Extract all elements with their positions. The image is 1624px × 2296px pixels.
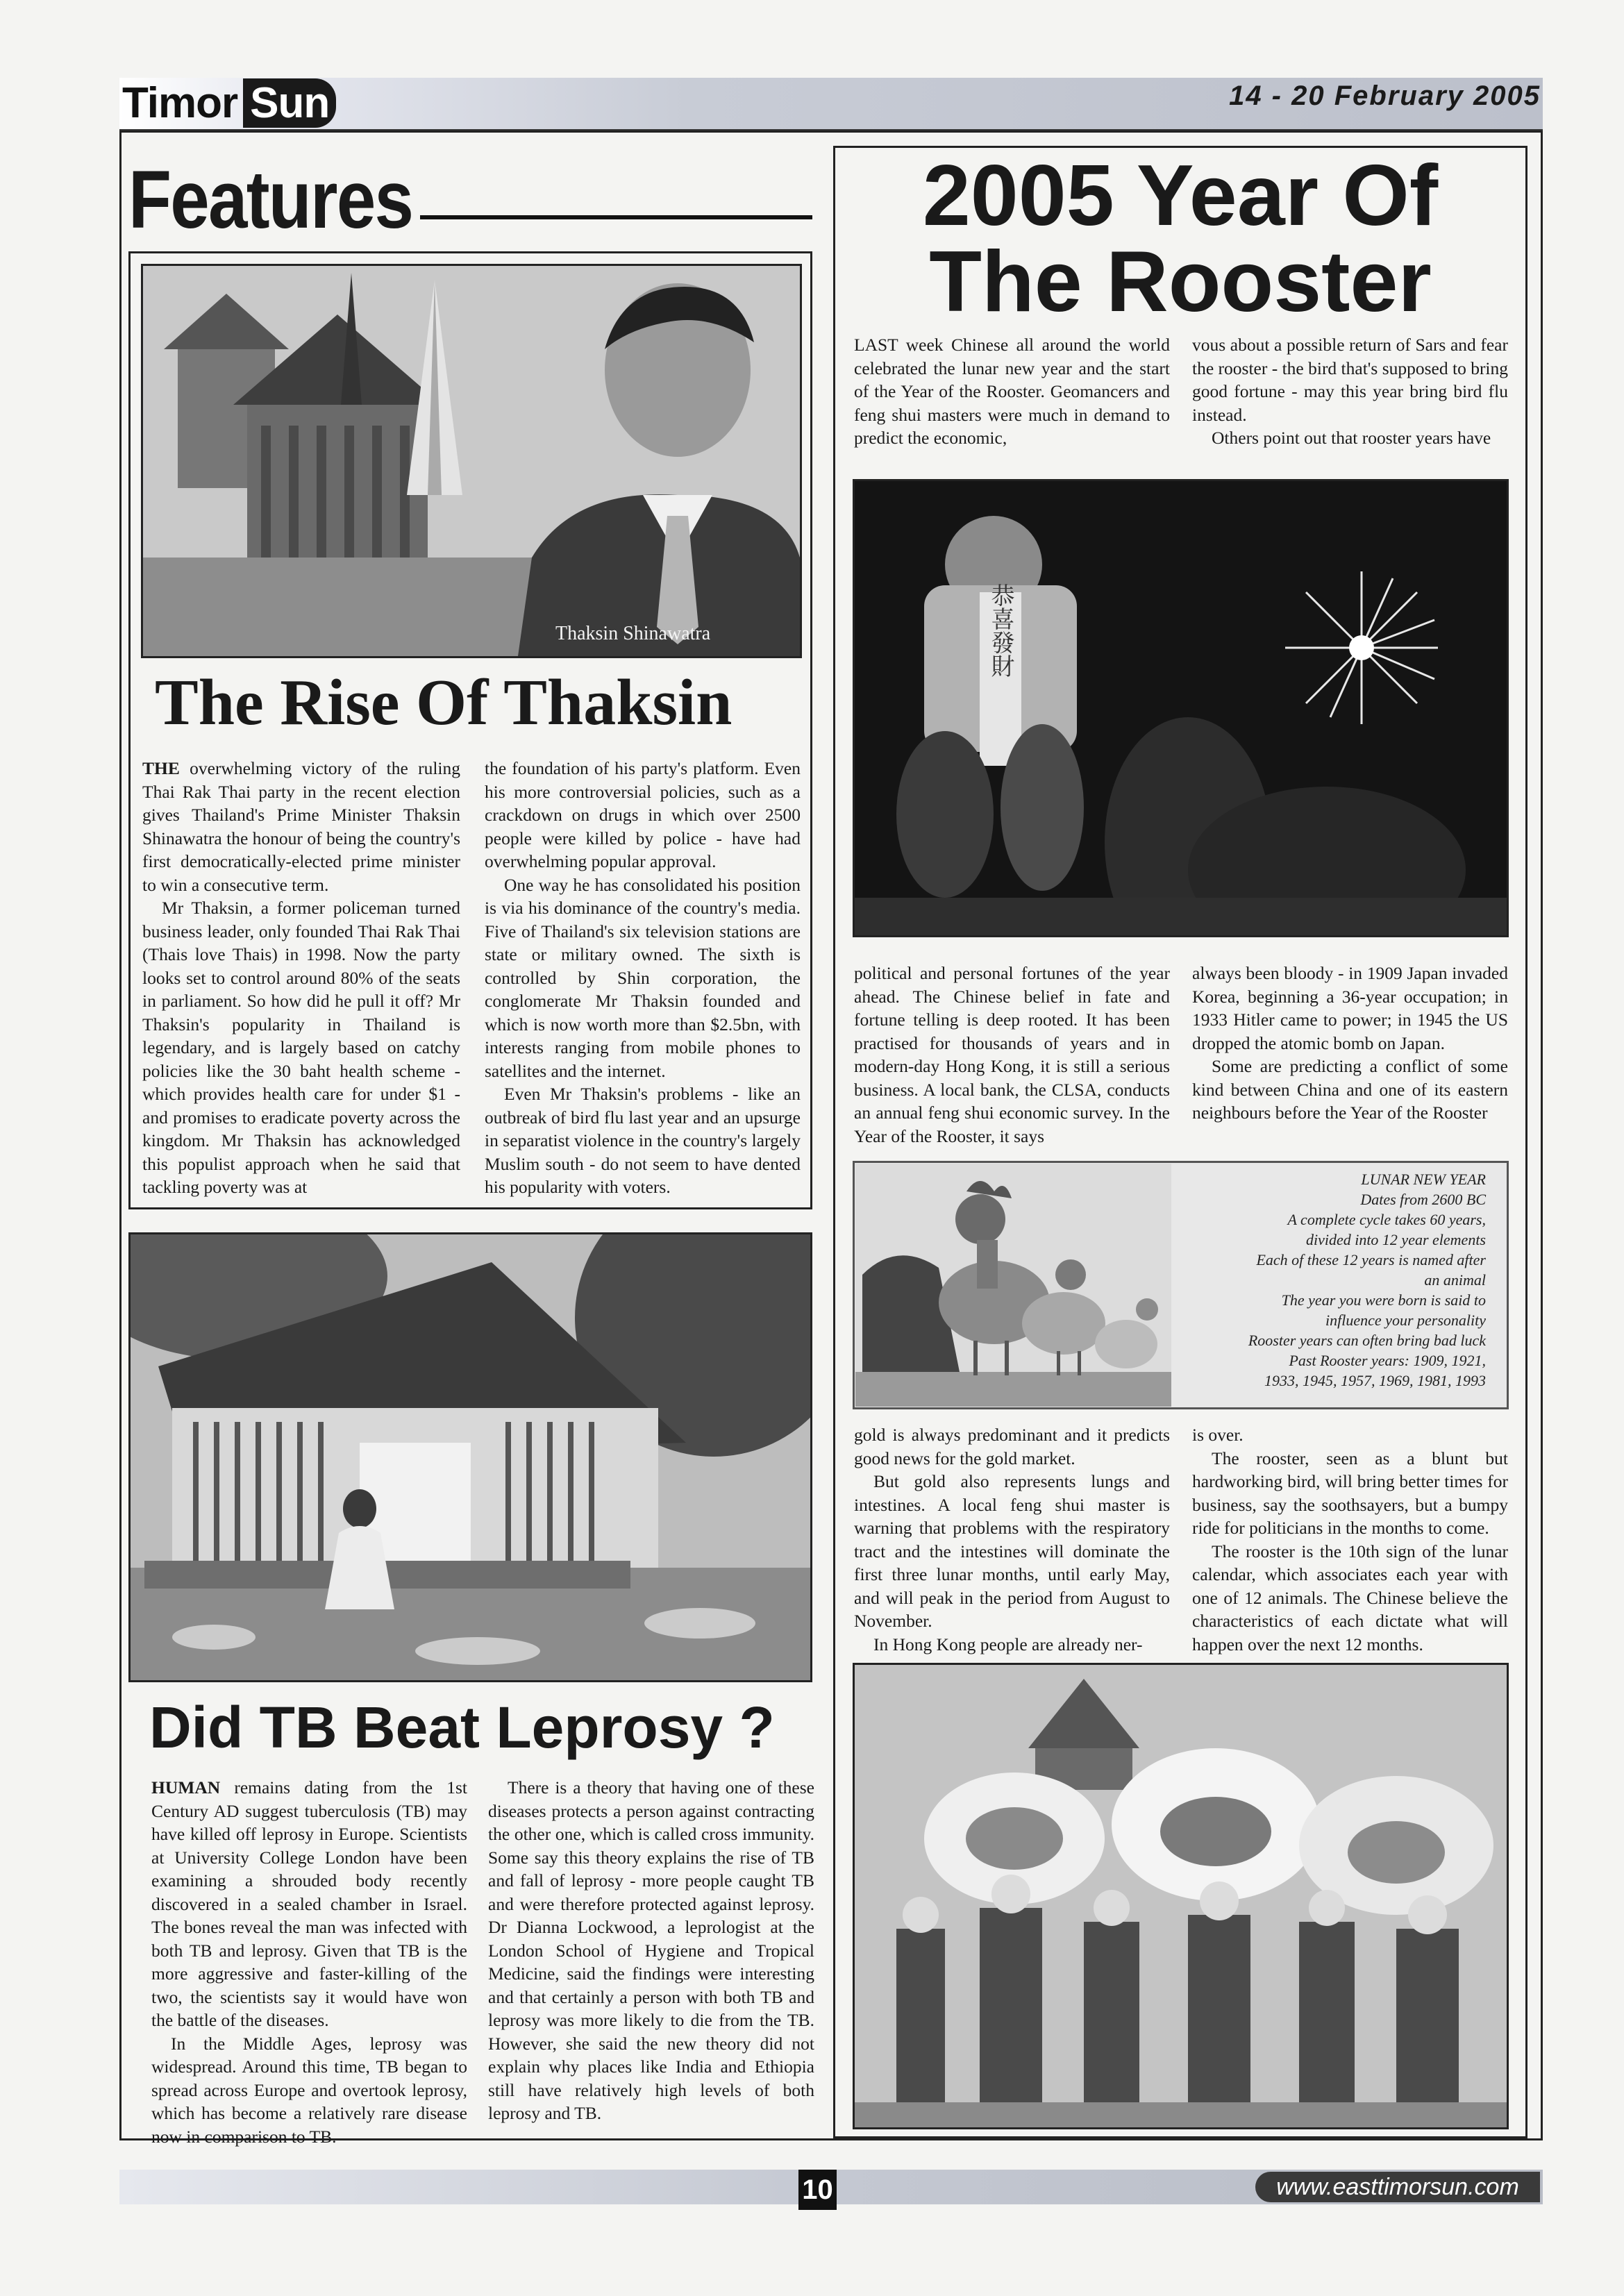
website-url: www.easttimorsun.com bbox=[1255, 2172, 1540, 2202]
lion-dance-illustration bbox=[855, 1665, 1507, 2127]
lunar-fact-6: The year you were born is said to bbox=[1281, 1291, 1486, 1309]
temple-and-portrait-illustration bbox=[143, 266, 800, 656]
thaksin-photo-caption: Thaksin Shinawatra bbox=[555, 623, 711, 644]
rooster-paragraph-3: Others point out that rooster years have bbox=[1212, 428, 1491, 448]
rooster-paragraph-11: The rooster, seen as a blunt but hardworking bird, will bring better times for business, say the soothsayers, but a bumpy ride for politicians in the months to come. bbox=[1192, 1448, 1508, 1538]
rooster-paragraph-9: In Hong Kong people are already ner- bbox=[873, 1634, 1143, 1654]
thaksin-paragraph-1: overwhelming victory of the ruling Thai Rak Thai party in the recent election gives Thailand's Prime Minister Thaksin Shinawatra the honour of being the country's first democratically-elected prime minister to win a consecutive term. bbox=[142, 758, 460, 895]
logo-part-timor: Timor bbox=[122, 78, 238, 127]
rooster-column-2 bbox=[1192, 333, 1508, 450]
rooster-column-3 bbox=[854, 962, 1170, 1148]
rooster-paragraph-12: The rooster is the 10th sign of the lunar calendar, which associates each year with one of 12 animals. The Chinese believe the characteristics of each dictate what will happen over the next 12 months. bbox=[1192, 1541, 1508, 1654]
lunar-box-title: LUNAR NEW YEAR bbox=[1361, 1171, 1486, 1188]
masthead-logo bbox=[122, 76, 336, 129]
rooster-paragraph-7: gold is always predominant and it predicts good news for the gold market. bbox=[854, 1425, 1170, 1468]
lunar-fact-2: A complete cycle takes 60 years, bbox=[1287, 1211, 1486, 1228]
thaksin-paragraph-2: Mr Thaksin, a former policeman turned business leader, only founded Thai Rak Thai (Thais love Thais) in 1998. Now the party looks set to control around 80% of the seats in parliament. So how did he pull it off? Mr Thaksin's popularity in Thailand is legendary, and is largely based on catchy policies like the 30 baht health scheme - which provides health care for under $1 - and promises to eradicate poverty across the kingdom. Mr Thaksin has acknowledged this populist approach when he said that tackling poverty was at bbox=[142, 898, 460, 1197]
issue-date: 14 - 20 February 2005 bbox=[1229, 81, 1541, 111]
thaksin-column-1 bbox=[142, 757, 460, 1199]
tb-column-2 bbox=[488, 1776, 814, 2125]
rooster-paragraph-1: LAST week Chinese all around the world celebrated the lunar new year and the start of the Year of the Rooster. Geomancers and feng shui masters were much in demand to predict the economic, bbox=[854, 335, 1170, 448]
rooster-column-1 bbox=[854, 333, 1170, 450]
logo-part-sun: Sun bbox=[243, 78, 336, 128]
rooster-paragraph-6: Some are predicting a conflict of some kind between China and one of its eastern neighbours before the Year of the Rooster bbox=[1192, 1056, 1508, 1123]
tb-lead-word: HUMAN bbox=[151, 1777, 221, 1798]
rooster-column-5 bbox=[854, 1423, 1170, 1656]
rooster-sculpture-photo bbox=[855, 1164, 1171, 1407]
rooster-paragraph-5: always been bloody - in 1909 Japan invaded Korea, beginning a 36-year occupation; in 1933 Hitler came to power; in 1945 the US dropped the atomic bomb on Japan. bbox=[1192, 963, 1508, 1053]
tb-paragraph-3: There is a theory that having one of these diseases protects a person against contracting the other one, which is called cross immunity. Some say this theory explains the rise of TB and fall of leprosy - more people caught TB and were therefore protected against leprosy. Dr Dianna Lockwood, a leprologist at the London School of Hygiene and Tropical Medicine, said the findings were interesting and that certainly a person with both TB and leprosy was more likely to die from the TB. However, she said the new theory did not explain why places like India and Ethiopia still have relatively high levels of both leprosy and TB. bbox=[488, 1777, 814, 2123]
fireworks-photo bbox=[853, 479, 1509, 937]
lunar-fact-9: Past Rooster years: 1909, 1921, bbox=[1289, 1352, 1486, 1369]
page-number: 10 bbox=[798, 2170, 837, 2210]
thaksin-photo bbox=[141, 264, 802, 658]
rooster-headline: 2005 Year Of The Rooster bbox=[922, 148, 1439, 330]
thaksin-paragraph-3: the foundation of his party's platform. Even his more controversial policies, such as a crackdown on drugs in which over 2500 people were killed by police - have had overwhelming popular approval. bbox=[485, 758, 801, 871]
tb-paragraph-2: In the Middle Ages, leprosy was widespread. Around this time, TB began to spread across Europe and overtook leprosy, which has become a relatively rare disease now in comparison to TB. bbox=[151, 2033, 467, 2147]
lunar-fact-4: Each of these 12 years is named after bbox=[1256, 1251, 1486, 1268]
thaksin-paragraph-4: One way he has consolidated his position is via his dominance of the country's media. Five of Thailand's six television stations are state or military owned. The sixth is controlled by Shin corporation, the conglomerate Mr Thaksin founded and which is now worth more than $2.5bn, with interests ranging from mobile phones to satellites and the internet. bbox=[485, 874, 801, 1081]
section-heading: Features bbox=[128, 154, 413, 246]
rooster-column-6 bbox=[1192, 1423, 1508, 1656]
tb-column-1 bbox=[151, 1776, 467, 2148]
lunar-fact-7: influence your personality bbox=[1325, 1312, 1486, 1329]
rooster-column-4 bbox=[1192, 962, 1508, 1125]
lunar-fact-5: an animal bbox=[1424, 1271, 1486, 1289]
rooster-paragraph-8: But gold also represents lungs and intestines. A local feng shui master is warning that problems with the respiratory tract and the intestines will dominate the first three lunar months, until early May, and will peak in the period from August to November. bbox=[854, 1471, 1170, 1631]
lunar-fact-8: Rooster years can often bring bad luck bbox=[1248, 1332, 1486, 1349]
rooster-paragraph-2: vous about a possible return of Sars and fear the rooster - the bird that's supposed to bring good fortune - may this year bring bird flu instead. bbox=[1192, 335, 1509, 425]
lunar-fact-10: 1933, 1945, 1957, 1969, 1981, 1993 bbox=[1264, 1372, 1486, 1389]
heading-rule bbox=[420, 215, 812, 219]
rooster-sculpture-illustration bbox=[855, 1164, 1171, 1407]
rooster-paragraph-4: political and personal fortunes of the year ahead. The Chinese belief in fate and fortune telling is deep rooted. It has been practised for thousands of years and in modern-day Hong Kong, it is still a serious business. A local bank, the CLSA, conducts an annual feng shui economic survey. In the Year of the Rooster, it says bbox=[854, 963, 1170, 1146]
thaksin-column-2 bbox=[485, 757, 801, 1199]
leprosy-colony-photo bbox=[128, 1232, 812, 1682]
thaksin-paragraph-5: Even Mr Thaksin's problems - like an outbreak of bird flu last year and an upsurge in separatist violence in the country's largely Muslim south - do not seem to have dented his popularity with voters. bbox=[485, 1084, 801, 1197]
lunar-new-year-facts bbox=[1173, 1169, 1486, 1391]
lunar-fact-3: divided into 12 year elements bbox=[1305, 1231, 1486, 1248]
lion-dance-photo bbox=[853, 1663, 1509, 2129]
tb-paragraph-1: remains dating from the 1st Century AD suggest tuberculosis (TB) may have killed off leprosy in Europe. Scientists at University College London have been examining a shrouded body recently discovered in a sealed chamber in Israel. The bones reveal the man was infected with both TB and leprosy. Given that TB is the more aggressive and faster-killing of the two, the scientists say it would have won the battle of the diseases. bbox=[151, 1777, 467, 2030]
fireworks-banner-text: 恭喜發財 bbox=[987, 583, 1014, 678]
thaksin-lead-word: THE bbox=[142, 758, 180, 778]
tb-headline: Did TB Beat Leprosy ? bbox=[149, 1695, 775, 1760]
thaksin-headline: The Rise Of Thaksin bbox=[155, 667, 733, 739]
fireworks-illustration bbox=[855, 481, 1507, 935]
rooster-paragraph-10: is over. bbox=[1192, 1425, 1244, 1445]
lunar-fact-1: Dates from 2600 BC bbox=[1360, 1191, 1486, 1208]
hut-illustration bbox=[131, 1234, 810, 1680]
